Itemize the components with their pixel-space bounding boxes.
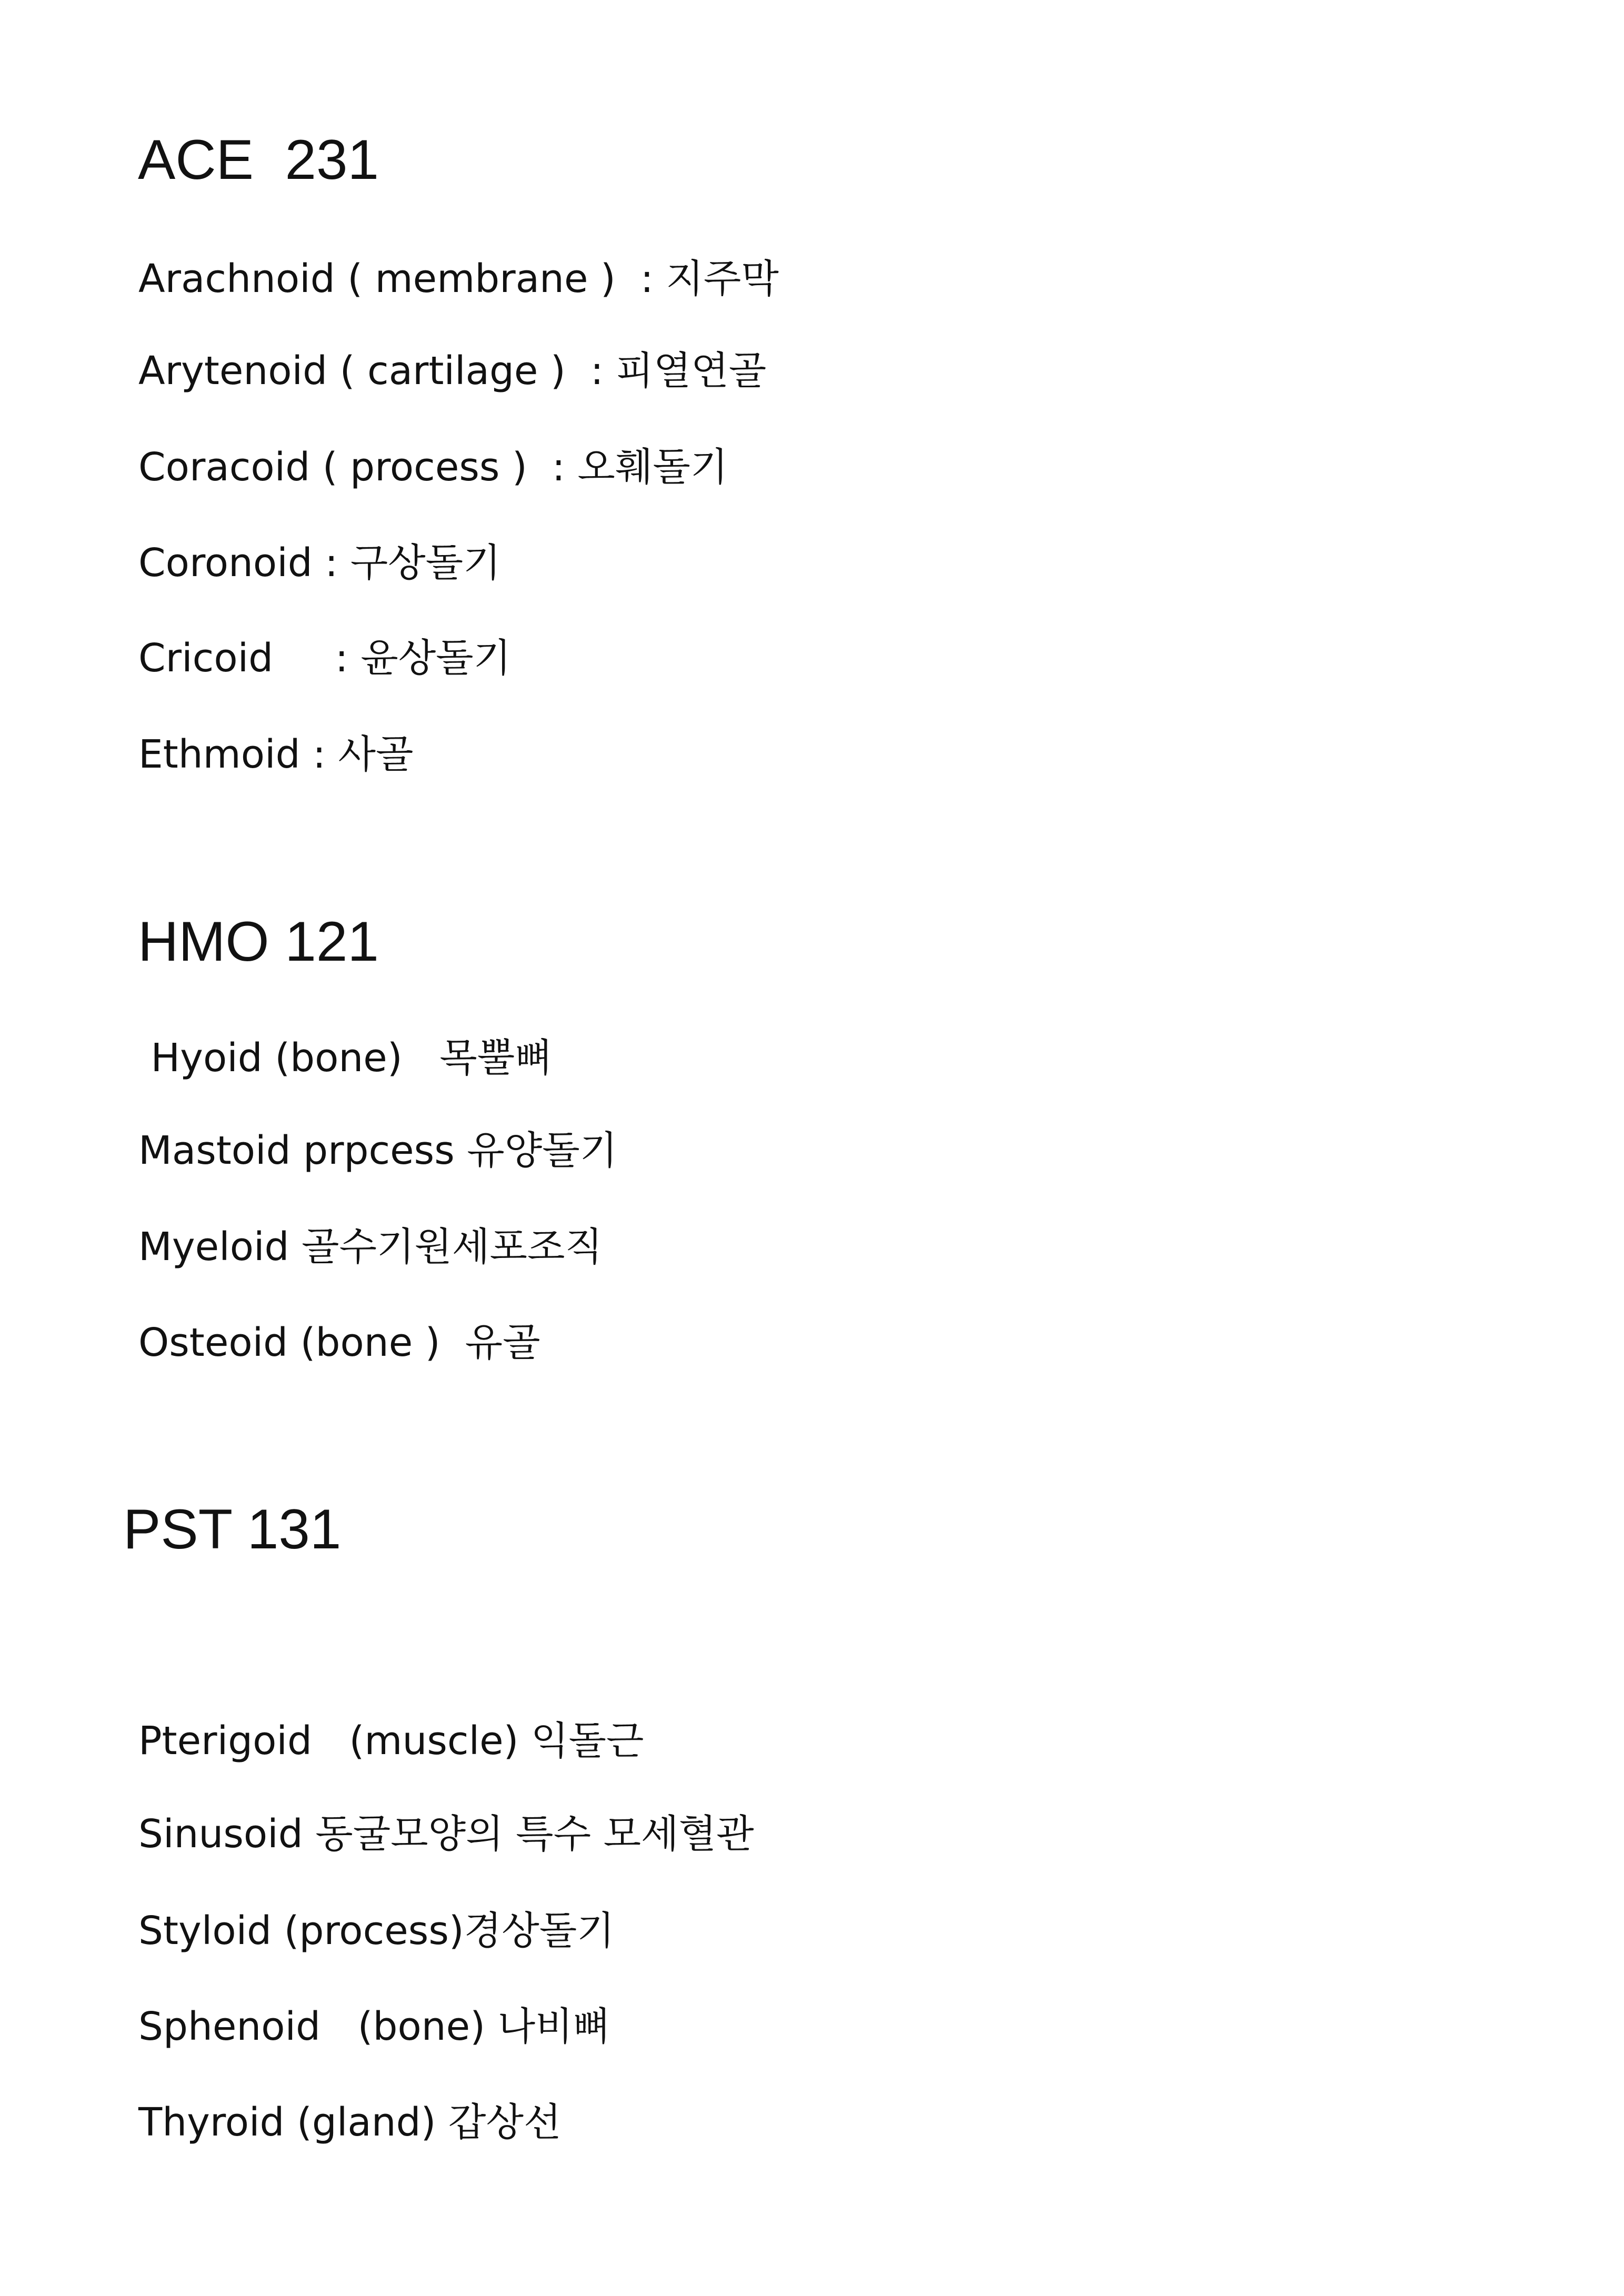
- entry-sphenoid: Sphenoid (bone) 나비뼈: [138, 2004, 611, 2049]
- entry-arytenoid: Arytenoid ( cartilage ) : 피열연골: [138, 348, 767, 394]
- entry-styloid: Styloid (process)경상돌기: [138, 1908, 615, 1953]
- entry-coracoid: Coracoid ( process ) : 오훼돌기: [138, 445, 728, 490]
- entry-myeloid: Myeloid 골수기원세포조직: [138, 1224, 603, 1270]
- entry-osteoid: Osteoid (bone ) 유골: [138, 1320, 540, 1365]
- entry-hyoid: Hyoid (bone) 목뿔뼈: [138, 1035, 553, 1081]
- entry-pterigoid: Pterigoid (muscle) 익돌근: [138, 1718, 644, 1764]
- entry-arachnoid: Arachnoid ( membrane ) : 지주막: [138, 256, 779, 301]
- section-heading-hmo: HMO 121: [138, 910, 379, 973]
- entry-thyroid: Thyroid (gland) 갑상선: [138, 2100, 562, 2145]
- entry-sinusoid: Sinusoid 동굴모양의 특수 모세혈관: [138, 1811, 754, 1857]
- entry-ethmoid: Ethmoid : 사골: [138, 732, 414, 777]
- entry-cricoid: Cricoid : 윤상돌기: [138, 636, 512, 681]
- section-heading-ace: ACE 231: [138, 128, 379, 191]
- entry-mastoid: Mastoid prpcess 유양돌기: [138, 1128, 618, 1173]
- entry-coronoid: Coronoid : 구상돌기: [138, 540, 501, 586]
- section-heading-pst: PST 131: [123, 1497, 342, 1560]
